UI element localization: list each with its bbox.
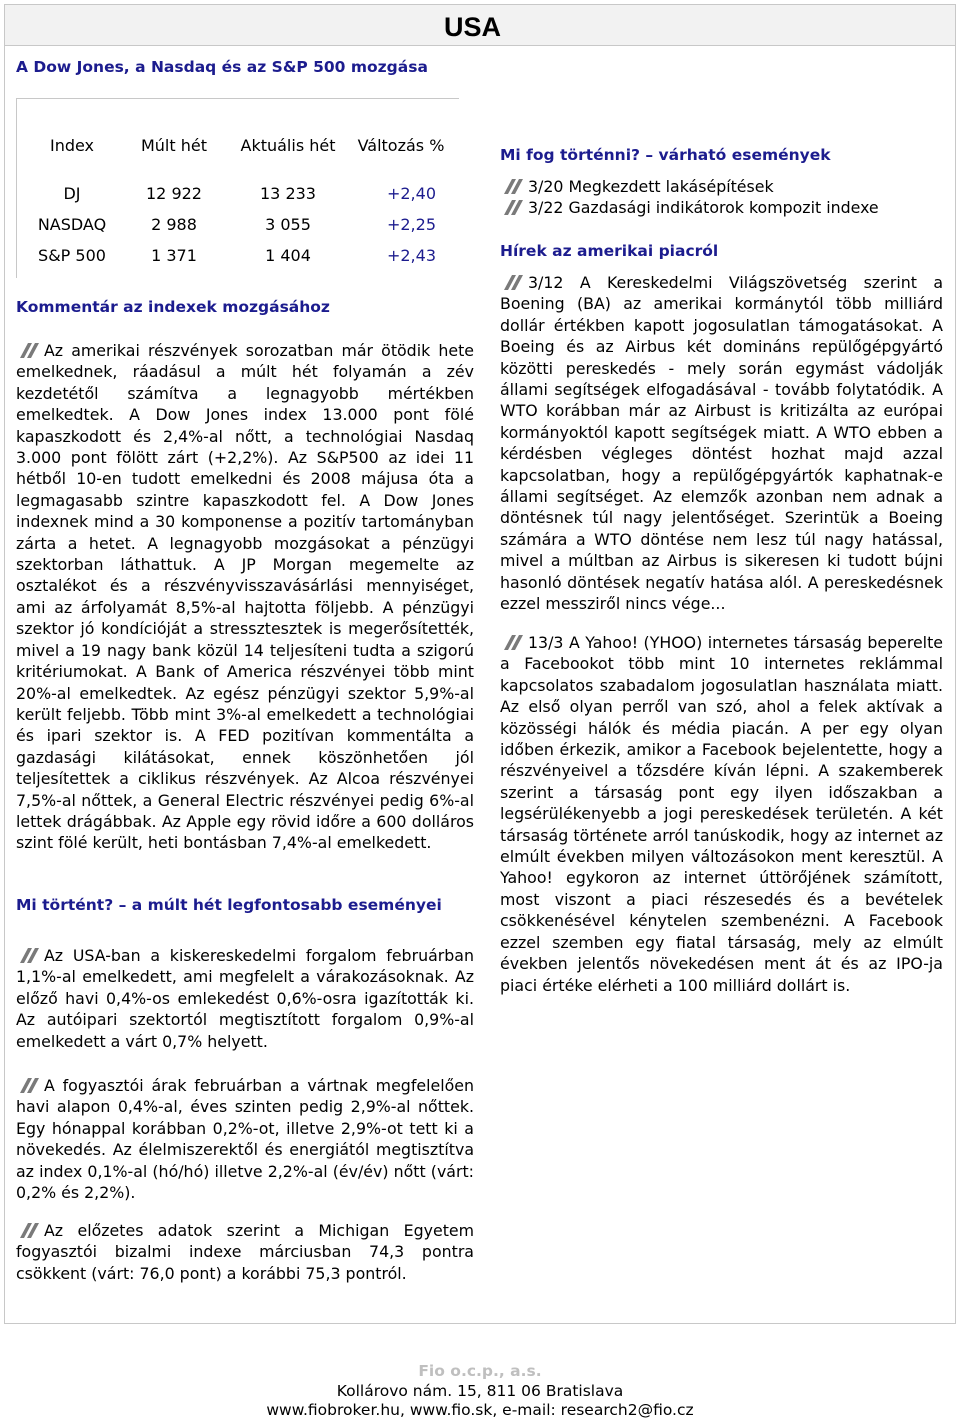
index-name: S&P 500 bbox=[38, 246, 106, 265]
commentary-text: Az amerikai részvények sorozatban már ötödik hete emelkednek, ráadásul a múlt hét folyamán a zév kezdetétől számítva a legnagyobb mértékben emelkedtek. A Dow Jones index 13.000 pont fölé kapaszkodott és 2,4%-al nőtt, a technológiai Nasdaq 3.000 pont fölött zárt (+2,2%). Az S&P500 az idei 11 hétből 10-en tudott emelkedni és 2008 májusa óta a legmagasabb szintre kapaszkodott fel. A Dow Jones indexnek mind a 30 komponense a pozitív tartományban zárta a hetet. A legnagyobb mozgásokat a pénzügyi szektorban láthattuk. A JP Morgan megemelte az osztalékot és a részvényvisszavásárlási mennyiséget, ami az árfolyamát 8,5%-al hajtotta följebb. A pénzügyi szektor jó kondícióját a stressztesztek is megerősítették, mivel a 19 nagy bank közül 14 teljesíteni tudta a szigorú kritériumokat. A Bank of America részvényei több mint 20%-al emelkedtek. Az egész pénzügyi szektor 5,9%-al került feljebb. Több mint 3%-al emelkedett a technológiai és ipari szektor is. A FED pozitívan kommentálta a gazdasági kilátásokat, ennek köszönhetően jól teljesítettek a ciklikus részvények. Az Alcoa részvényei 7,5%-al nőttek, a General Electric részvényei pedig 6%-al lettek drágábbak. Az Apple egy rövid időre a 600 dolláros szint fölé került, heti bontásban 7,4%-al emelkedett. bbox=[16, 341, 474, 853]
column-header: Index bbox=[49, 135, 95, 155]
us-news-item bbox=[500, 632, 943, 996]
column-header: Múlt hét bbox=[140, 135, 207, 155]
column-header: Aktuális hét bbox=[240, 135, 336, 155]
bullet-icon bbox=[500, 635, 522, 649]
table-row bbox=[26, 178, 446, 209]
upcoming-event-text: 3/22 Gazdasági indikátorok kompozit indexe bbox=[528, 198, 879, 218]
footer bbox=[0, 1362, 960, 1421]
last-week-value: 2 988 bbox=[151, 215, 197, 234]
past-event-item bbox=[16, 945, 474, 1052]
table-row bbox=[26, 240, 446, 271]
table-header-row bbox=[26, 112, 446, 178]
us-news-text: 3/12 A Kereskedelmi Világszövetség szerint a Boening (BA) az amerikai kormánytól több milliárd dollár értékben kapott jogosulatlan támogatásokat. A Boeing és az Airbus két domináns repülőgépgyártó közötti pereskedés - mely során egymást vádolják állami segítségek elfogadásával - tovább folytatódik. A WTO korábban már az Airbust is kritizálta az európai kormányoktól kapott segítségek miatt. A WTO ebben a kérdésben végleges döntést hozhat majd azzal kapcsolatban, hogy a repülőgépgyártók kaphatnak-e állami segítséget. Az elemzők azonban nem adnak a döntésnek túl nagy jelentőséget. Szerintük a Boeing számára a WTO döntése nem lesz túl nagy hatással, mivel a múltban az Airbus is sikeresen ki tudott bújni hasonló döntések negatív hatása alól. A pereskedésnek ezzel messziről nincs vége... bbox=[500, 273, 943, 614]
bullet-icon bbox=[16, 343, 38, 357]
us-news-title: Hírek az amerikai piacról bbox=[500, 242, 719, 260]
this-week-value: 3 055 bbox=[265, 215, 311, 234]
past-event-item bbox=[16, 1220, 474, 1284]
bullet-icon bbox=[16, 1078, 38, 1092]
footer-company: Fio o.c.p., a.s. bbox=[418, 1362, 542, 1380]
us-news-text: 13/3 A Yahoo! (YHOO) internetes társaság beperelte a Facebookot több mint 10 internetes reklámmal kapcsolatos szabadalom jogosulatlan használata miatt. Az első olyan perről van szó, ahol a felek aktívak a közösségi hálók és média piacán. A per egy olyan időben érkezik, amikor a Facebook bejelentette, hogy a részvényeivel a tőzsdére kíván lépni. A szakemberek szerint a társaság pont egy ilyen időszakban a legsérülékenyebb a jogi pereskedések területén. A két társaság története arról tanúskodik, hogy az internet az elmúlt években milyen változásokon ment keresztül. A Yahoo! egykoron az internet úttörőjének számított, most viszont a piaci részesedés és a bevételek csökkenésével kénytelen szembenézni. A Facebook ezzel szemben egy fiatal társaság, mely az elmúlt években jelentős növekedésen ment át és az IPO-ja piaci értéke elérheti a 100 milliárd dollárt is. bbox=[500, 633, 943, 995]
bullet-icon bbox=[500, 200, 522, 214]
change-value: +2,25 bbox=[386, 215, 436, 234]
upcoming-event-item bbox=[500, 197, 943, 218]
upcoming-event-item bbox=[500, 176, 943, 197]
commentary-paragraph bbox=[16, 340, 474, 854]
left-column bbox=[16, 50, 474, 76]
this-week-value: 1 404 bbox=[265, 246, 311, 265]
column-header: Változás % bbox=[357, 135, 445, 155]
index-name: DJ bbox=[63, 184, 81, 203]
this-week-value: 13 233 bbox=[260, 184, 316, 203]
last-week-value: 12 922 bbox=[146, 184, 202, 203]
upcoming-events-list bbox=[500, 176, 943, 219]
bullet-icon bbox=[500, 275, 522, 289]
change-value: +2,40 bbox=[386, 184, 436, 203]
past-event-item bbox=[16, 1075, 474, 1203]
index-section-title: A Dow Jones, a Nasdaq és az S&P 500 mozgása bbox=[16, 58, 428, 76]
commentary-title: Kommentár az indexek mozgásához bbox=[16, 298, 330, 316]
bullet-icon bbox=[500, 179, 522, 193]
past-event-text: A fogyasztói árak februárban a vártnak megfelelően havi alapon 0,4%-al, éves szinten pedig 2,9%-al nőttek. Egy hónappal korábban 0,2%-ot, illetve 2,9%-ot tett ki a növekedés. Az élelmiszerektől és energiától megtisztítva az index 0,1%-al (hó/hó) illetve 2,2%-al (év/év) nőtt (várt: 0,2% és 2,2%). bbox=[16, 1076, 474, 1203]
past-events-title: Mi történt? – a múlt hét legfontosabb eseményei bbox=[16, 896, 442, 914]
bullet-icon bbox=[16, 948, 38, 962]
past-event-text: Az USA-ban a kiskereskedelmi forgalom februárban 1,1%-al emelkedett, ami megfelelt a várakozásoknak. Az előző havi 0,4%-os emlekedést 0,6%-osra igazították ki. Az autóipari szektortól megtisztított forgalom 0,9%-al emelkedett a várt 0,7% helyett. bbox=[16, 946, 474, 1051]
index-table bbox=[26, 112, 446, 271]
upcoming-event-text: 3/20 Megkezdett lakásépítések bbox=[528, 177, 774, 196]
country-title: USA bbox=[444, 12, 502, 42]
bullet-icon bbox=[16, 1223, 38, 1237]
last-week-value: 1 371 bbox=[151, 246, 197, 265]
footer-address: Kollárovo nám. 15, 811 06 Bratislava bbox=[336, 1381, 624, 1400]
us-news-item bbox=[500, 272, 943, 615]
footer-contact: www.fiobroker.hu, www.fio.sk, e-mail: research2@fio.cz bbox=[266, 1401, 694, 1420]
index-name: NASDAQ bbox=[37, 215, 107, 234]
past-event-text: Az előzetes adatok szerint a Michigan Egyetem fogyasztói bizalmi indexe márciusban 74,3 pontra csökkent (várt: 76,0 pont) a korábbi 75,3 pontról. bbox=[16, 1221, 474, 1283]
change-value: +2,43 bbox=[386, 246, 436, 265]
table-row bbox=[26, 209, 446, 240]
upcoming-events-title: Mi fog történni? – várható események bbox=[500, 146, 831, 164]
